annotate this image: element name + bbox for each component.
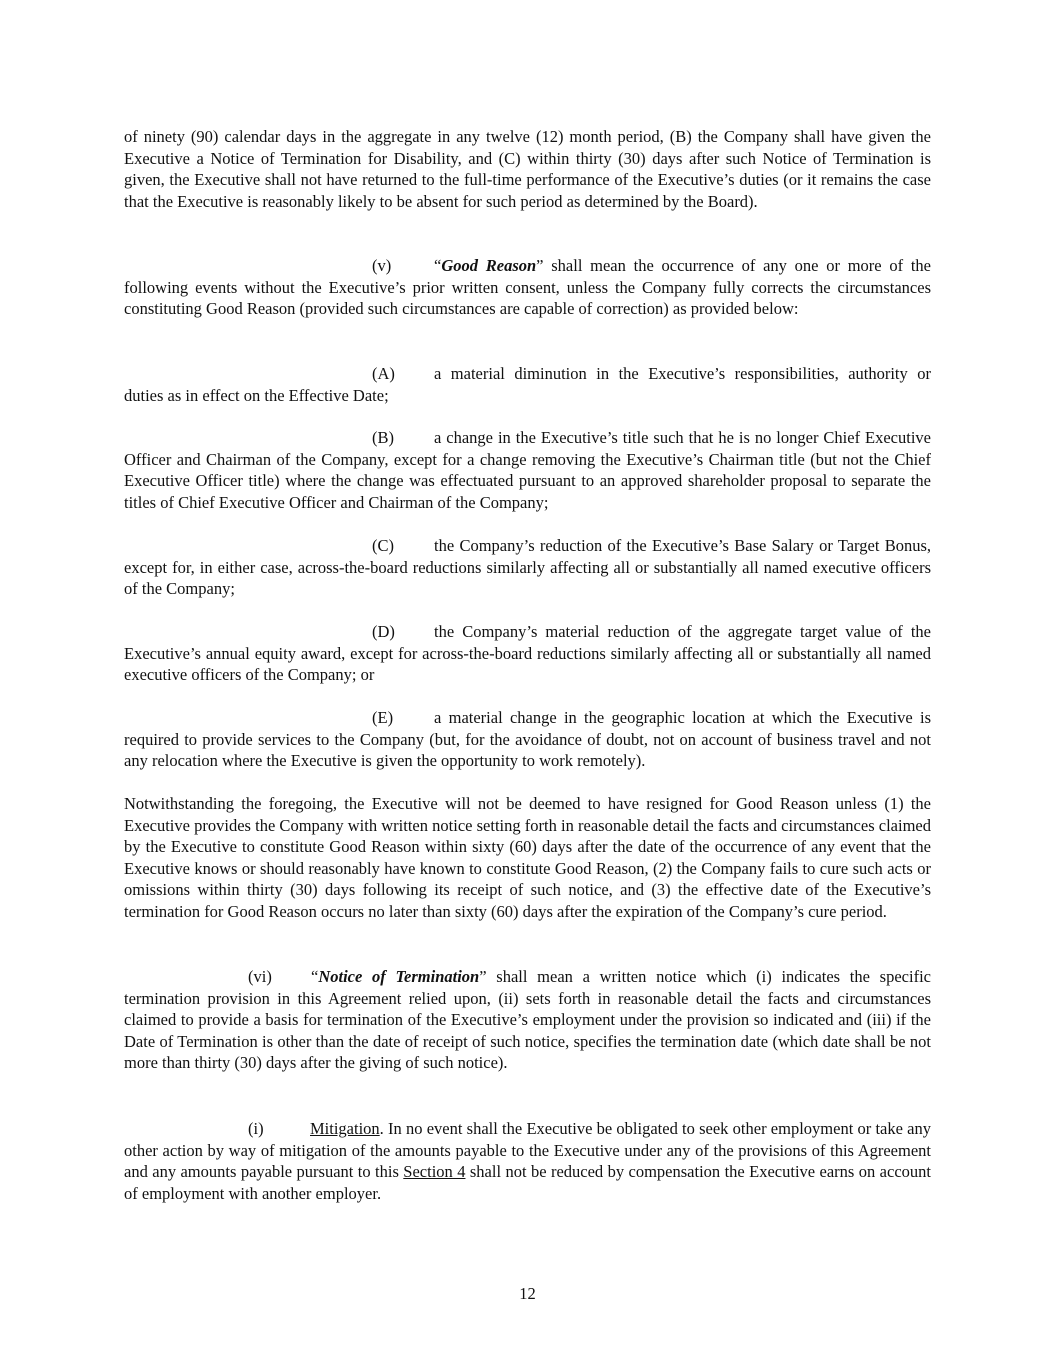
paragraph-text: shall mean the occurrence of any one or more of the following events without the Executive’s prior written consent, unless the Company fully corrects the circumstances constituting Good Reason (provided such circumstances are capable of correction) as provided below: <box>124 256 931 319</box>
item-text: a material diminution in the Executive’s responsibilities, authority or duties as in effect on the Effective Date; <box>124 364 931 405</box>
item-text: the Company’s reduction of the Executive’s Base Salary or Target Bonus, except for, in either case, across-the-board reductions similarly affecting all or substantially all named executive officers of the Company; <box>124 536 931 599</box>
open-quote: “ <box>311 967 319 986</box>
section-number: (i) <box>248 1119 264 1138</box>
item-number: (C) <box>372 536 394 555</box>
page-number: 12 <box>519 1284 536 1303</box>
section-4-reference: Section 4 <box>403 1162 466 1182</box>
item-text: a material change in the geographic location at which the Executive is required to provide services to the Company (but, for the avoidance of doubt, not on account of business travel and not any relocation where the Executive is given the opportunity to work remotely). <box>124 708 931 771</box>
item-text: a change in the Executive’s title such that he is no longer Chief Executive Officer and Chairman of the Company, except for a change removing the Executive’s Chairman title (but not the Chief Executive Officer title) where the change was effectuated pursuant to an approved shareholder proposal to separate the titles of Chief Executive Officer and Chairman of the Company; <box>124 428 931 512</box>
list-item-d <box>124 621 931 686</box>
list-item-a <box>124 363 931 406</box>
close-quote: ” <box>536 256 544 275</box>
item-number: (B) <box>372 428 394 447</box>
defined-term-good-reason: Good Reason <box>441 256 537 275</box>
paragraph-text: Notwithstanding the foregoing, the Executive will not be deemed to have resigned for Good Reason unless (1) the Executive provides the Company with written notice setting forth in reasonable detail the facts and circumstances claimed by the Executive to constitute Good Reason within sixty (60) days after the date of the occurrence of any event that the Executive knows or should reasonably have known to constitute Good Reason, (2) the Company fails to cure such acts or omissions within thirty (30) days following its receipt of such notice, and (3) the effective date of the Executive’s termination for Good Reason occurs no later than sixty (60) days after the expiration of the Company’s cure period. <box>124 794 931 921</box>
paragraph-good-reason <box>124 255 931 320</box>
list-item-c <box>124 535 931 600</box>
item-text: the Company’s material reduction of the aggregate target value of the Executive’s annual equity award, except for across-the-board reductions similarly affecting all or substantially all named executive officers of the Company; or <box>124 622 931 685</box>
paragraph-disability-continued <box>124 126 931 212</box>
list-item-b <box>124 427 931 513</box>
item-number: (A) <box>372 364 395 383</box>
open-quote: “ <box>434 256 442 275</box>
paragraph-text: shall not be reduced by compensation the Executive earns on account of employment with another employer. <box>124 1162 931 1203</box>
paragraph-notwithstanding <box>124 793 931 923</box>
paragraph-text: of ninety (90) calendar days in the aggregate in any twelve (12) month period, (B) the Company shall have given the Executive a Notice of Termination for Disability, and (C) within thirty (30) days after such Notice of Termination is given, the Executive shall not have returned to the full-time performance of the Executive’s duties (or it remains the case that the Executive is reasonably likely to be absent for such period as determined by the Board). <box>124 127 931 211</box>
paragraph-mitigation <box>124 1118 931 1204</box>
clause-number: (vi) <box>248 967 272 986</box>
paragraph-text: shall mean a written notice which (i) indicates the specific termination provision in this Agreement relied upon, (ii) sets forth in reasonable detail the facts and circumstances claimed to provide a basis for termination of the Executive’s employment under the provision so indicated and (iii) if the Date of Termination is other than the date of receipt of such notice, specifies the termination date (which date shall be not more than thirty (30) days after the giving of such notice). <box>124 967 931 1073</box>
close-quote: ” <box>479 967 487 986</box>
clause-number: (v) <box>372 256 392 275</box>
defined-term-notice-of-termination: Notice of Termination <box>318 967 480 986</box>
paragraph-notice-of-termination <box>124 966 931 1074</box>
item-number: (D) <box>372 622 395 641</box>
section-heading-mitigation: Mitigation <box>310 1119 380 1138</box>
paragraph-text: . In no event shall the Executive be obligated to seek other employment or take any other action by way of mitigation of the amounts payable to the Executive under any of the provisions of this Agreement and any amounts payable pursuant to this <box>124 1119 931 1182</box>
list-item-e <box>124 707 931 772</box>
item-number: (E) <box>372 708 394 727</box>
